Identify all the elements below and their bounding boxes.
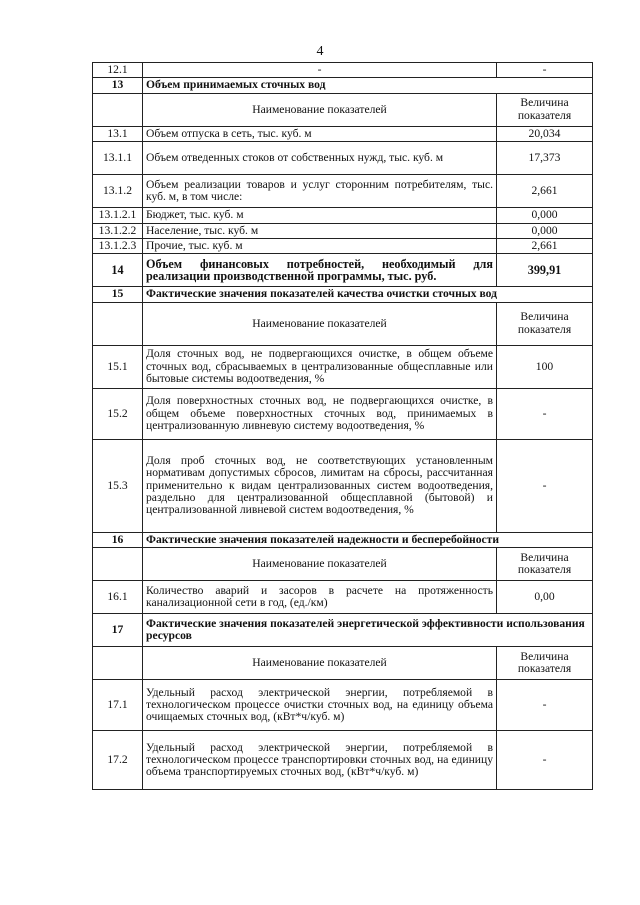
column-header-value: Величина показателя <box>497 93 593 126</box>
header-row <box>93 93 593 126</box>
indicator-value: 100 <box>497 345 593 388</box>
indicator-name: Прочие, тыс. куб. м <box>143 239 497 254</box>
indicator-name: Объем финансовых потребностей, необходимый для реализации производственной программы, тыс. руб. <box>143 254 497 287</box>
section-number: 17 <box>93 614 143 647</box>
empty-cell <box>93 647 143 680</box>
row-number: 17.1 <box>93 680 143 731</box>
section-row <box>93 287 593 302</box>
indicator-value: - <box>497 63 593 78</box>
indicator-name: Население, тыс. куб. м <box>143 223 497 238</box>
indicator-value: 20,034 <box>497 126 593 141</box>
row-number: 15.1 <box>93 345 143 388</box>
indicator-value: 17,373 <box>497 142 593 175</box>
indicator-name: Бюджет, тыс. куб. м <box>143 208 497 223</box>
indicator-name: Доля сточных вод, не подвергающихся очистке, в общем объеме сточных вод, сбрасываемых в централизованные общесплавные или бытовые системы водоотведения, % <box>143 345 497 388</box>
indicator-name: Удельный расход электрической энергии, потребляемой в технологическом процессе транспортировки сточных вод, на единицу объема транспортируемых сточных вод, (кВт*ч/куб. м) <box>143 731 497 790</box>
row-number: 13.1.2.1 <box>93 208 143 223</box>
indicator-value: 0,000 <box>497 223 593 238</box>
section-row <box>93 532 593 547</box>
section-title: Фактические значения показателей надежности и бесперебойности <box>143 532 593 547</box>
section-title: Фактические значения показателей качества очистки сточных вод <box>143 287 593 302</box>
indicator-name: Доля поверхностных сточных вод, не подвергающихся очистке, в общем объеме поверхностных сточных вод, принимаемых в централизованную ливневую систему водоотведения, % <box>143 388 497 439</box>
indicator-name: Объем отпуска в сеть, тыс. куб. м <box>143 126 497 141</box>
table-row <box>93 345 593 388</box>
header-row <box>93 548 593 581</box>
table-row <box>93 142 593 175</box>
table-row <box>93 175 593 208</box>
column-header-name: Наименование показателей <box>143 647 497 680</box>
indicator-value: 0,000 <box>497 208 593 223</box>
column-header-value: Величина показателя <box>497 302 593 345</box>
indicator-name: Количество аварий и засоров в расчете на протяженность канализационной сети в год, (ед./км) <box>143 581 497 614</box>
header-row <box>93 302 593 345</box>
row-number: 15.3 <box>93 439 143 532</box>
section-number: 16 <box>93 532 143 547</box>
column-header-name: Наименование показателей <box>143 302 497 345</box>
empty-cell <box>93 548 143 581</box>
table-row <box>93 731 593 790</box>
table-row <box>93 126 593 141</box>
column-header-name: Наименование показателей <box>143 548 497 581</box>
row-number: 15.2 <box>93 388 143 439</box>
indicator-value: - <box>497 439 593 532</box>
row-number: 13.1 <box>93 126 143 141</box>
indicator-value: 2,661 <box>497 239 593 254</box>
indicator-value: 399,91 <box>497 254 593 287</box>
empty-cell <box>93 93 143 126</box>
section-number: 13 <box>93 78 143 93</box>
table-row <box>93 680 593 731</box>
indicator-value: - <box>497 731 593 790</box>
row-number: 13.1.1 <box>93 142 143 175</box>
table-row <box>93 208 593 223</box>
section-row <box>93 78 593 93</box>
row-number: 14 <box>93 254 143 287</box>
table-row <box>93 239 593 254</box>
row-number: 13.1.2.2 <box>93 223 143 238</box>
indicator-name: Удельный расход электрической энергии, потребляемой в технологическом процессе очистки сточных вод, на единицу объема очищаемых сточных вод, (кВт*ч/куб. м) <box>143 680 497 731</box>
section-row <box>93 614 593 647</box>
indicator-name: - <box>143 63 497 78</box>
empty-cell <box>93 302 143 345</box>
indicator-value: 0,00 <box>497 581 593 614</box>
page-number: 4 <box>316 44 324 59</box>
column-header-value: Величина показателя <box>497 548 593 581</box>
column-header-value: Величина показателя <box>497 647 593 680</box>
indicators-table <box>92 62 593 790</box>
table-row <box>93 439 593 532</box>
section-number: 15 <box>93 287 143 302</box>
row-number: 13.1.2 <box>93 175 143 208</box>
table-row <box>93 254 593 287</box>
indicator-name: Объем реализации товаров и услуг сторонним потребителям, тыс. куб. м, в том числе: <box>143 175 497 208</box>
row-number: 13.1.2.3 <box>93 239 143 254</box>
section-title: Фактические значения показателей энергетической эффективности использования ресурсов <box>143 614 593 647</box>
indicator-name: Доля проб сточных вод, не соответствующих установленным нормативам допустимых сбросов, лимитам на сбросы, рассчитанная применительно к видам централизованных систем водоотведения, раздельно для централизованной общесплавной (бытовой) и централизованной ливневой систем водоотведения, % <box>143 439 497 532</box>
table-row <box>93 223 593 238</box>
indicator-value: 2,661 <box>497 175 593 208</box>
table-row <box>93 63 593 78</box>
column-header-name: Наименование показателей <box>143 93 497 126</box>
table-row <box>93 581 593 614</box>
row-number: 16.1 <box>93 581 143 614</box>
header-row <box>93 647 593 680</box>
indicator-value: - <box>497 680 593 731</box>
table-row <box>93 388 593 439</box>
row-number: 17.2 <box>93 731 143 790</box>
indicator-value: - <box>497 388 593 439</box>
section-title: Объем принимаемых сточных вод <box>143 78 593 93</box>
indicator-name: Объем отведенных стоков от собственных нужд, тыс. куб. м <box>143 142 497 175</box>
row-number: 12.1 <box>93 63 143 78</box>
